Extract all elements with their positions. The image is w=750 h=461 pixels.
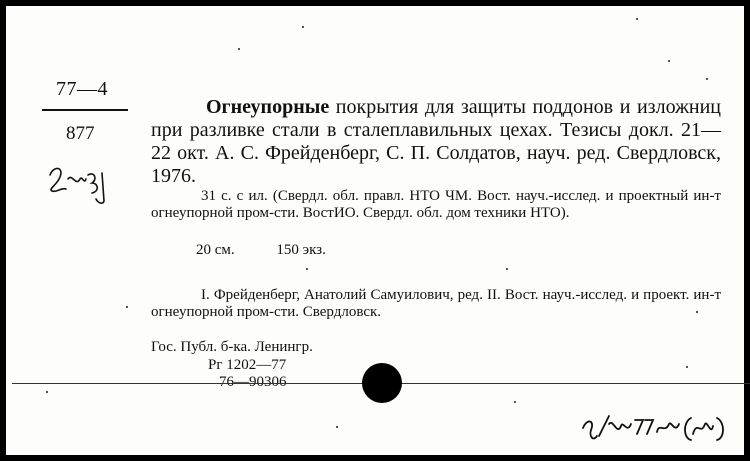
size-value: 20 см. [196,242,235,258]
handwritten-copies-glyph [46,161,116,206]
title-statement [151,96,721,188]
punch-hole [362,363,402,403]
tracings [151,287,721,321]
card-number: 76—90306 [219,374,287,390]
physical-description [196,242,364,259]
handwritten-copies-mark [46,161,116,211]
speck [636,18,638,20]
title-lead-word: Огнеупорные [206,96,330,118]
title-text: покрытия для защиты поддонов и изложниц при разливке стали в сталеплавильных цехах. Тезисы докл. 21—22 окт. А. С. Фрейденберг, С. П. Солдатов, науч. ред. Свердловск, 1976. [151,96,721,187]
collation-text: 31 с. с ил. (Свердл. обл. правл. НТО ЧМ. Вост. науч.-исслед. и проектный ин-т огнеупорной пром-сти. ВостИО. Свердл. обл. дом техники НТО). [151,188,721,221]
tracings-text: I. Фрейденберг, Анатолий Самуилович, ред. II. Вост. науч.-исслед. и проект. ин-т огнеупорной пром-сти. Свердловск. [151,287,721,320]
copies-value: 150 экз. [276,242,326,258]
speck [336,426,338,428]
collation-note [151,188,721,222]
speck [126,306,128,308]
handwritten-signature [579,406,729,456]
speck [686,366,688,368]
speck [514,401,516,403]
speck [506,268,508,270]
speck [306,268,308,270]
speck [668,60,670,62]
call-number-bottom: 877 [66,123,95,144]
call-number-divider [42,109,128,111]
speck [238,48,240,50]
registration-code: Рг 1202—77 [208,357,287,373]
speck [46,391,48,393]
call-number-top: 77—4 [56,78,108,100]
library-name: Гос. Публ. б-ка. Ленингр. [151,339,313,355]
speck [706,78,708,80]
speck [302,26,304,28]
title-paragraph [151,96,721,188]
signature-glyph [579,406,729,451]
